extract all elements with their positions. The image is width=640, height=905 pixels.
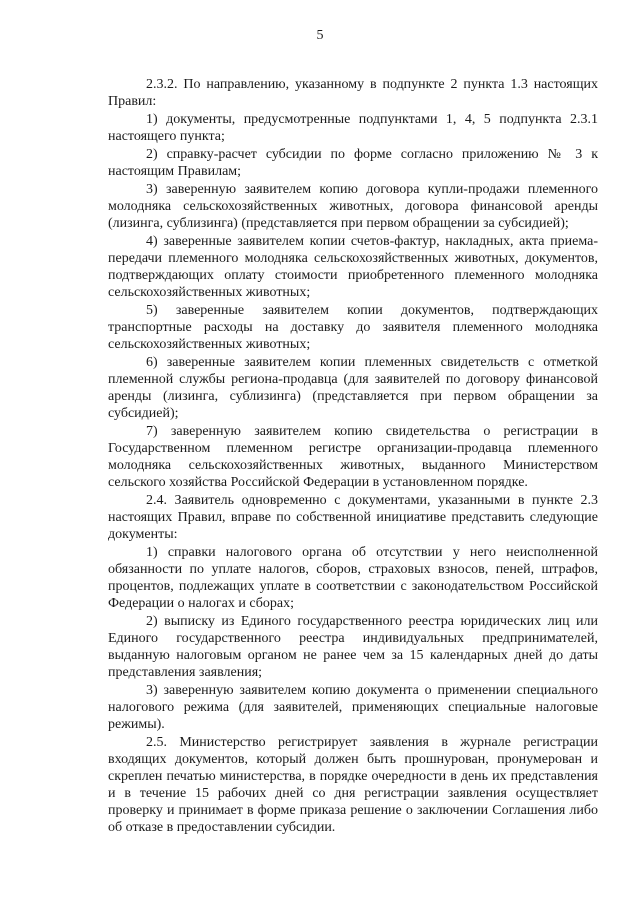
paragraph-2-5: 2.5. Министерство регистрирует заявления в журнале регистрации входящих документов, который должен быть прошнурован, пронумерован и скреплен печатью министерства, в порядке очередности в день их представления и в течение 15 рабочих дней со дня регистрации заявления осуществляет проверку и принимает в форме приказа решение о заключении Соглашения либо об отказе в предоставлении субсидии.	[108, 735, 598, 835]
list-item-transport-costs: 5) заверенные заявителем копии документов, подтверждающих транспортные расходы на доставку до заявителя племенного молодняка сельскохозяйственных животных;	[108, 303, 598, 352]
list-item-invoices-copies: 4) заверенные заявителем копии счетов-фактур, накладных, акта приема-передачи племенного молодняка сельскохозяйственных животных, документов, подтверждающих оплату стоимости приобретенного племенного молодняка сельскохозяйственных животных;	[108, 234, 598, 300]
list-item-sale-contract-copy: 3) заверенную заявителем копию договора купли-продажи племенного молодняка сельскохозяйственных животных, договора финансовой аренды (лизинга, сублизинга) (представляется при первом обращении за субсидией);	[108, 182, 598, 231]
paragraph-2-3-2: 2.3.2. По направлению, указанному в подпункте 2 пункта 1.3 настоящих Правил:	[108, 77, 598, 109]
list-item-tax-certificate: 1) справки налогового органа об отсутствии у него неисполненной обязанности по уплате налогов, сборов, страховых взносов, пеней, штрафов, процентов, подлежащих уплате в соответствии с законодательством Российской Федерации о налогах и сборах;	[108, 545, 598, 611]
list-item-documents: 1) документы, предусмотренные подпунктами 1, 4, 5 подпункта 2.3.1 настоящего пункта;	[108, 112, 598, 144]
list-item-subsidy-calculation: 2) справку-расчет субсидии по форме согласно приложению № 3 к настоящим Правилам;	[108, 147, 598, 179]
list-item-tax-regime-copy: 3) заверенную заявителем копию документа о применении специального налогового режима (для заявителей, применяющих специальные налоговые режимы).	[108, 683, 598, 732]
paragraph-2-4: 2.4. Заявитель одновременно с документами, указанными в пункте 2.3 настоящих Правил, вправе по собственной инициативе представить следующие документы:	[108, 493, 598, 542]
list-item-registry-extract: 2) выписку из Единого государственного реестра юридических лиц или Единого государственного реестра индивидуальных предпринимателей, выданную налоговым органом не ранее чем за 15 календарных дней до даты представления заявления;	[108, 614, 598, 680]
list-item-breeding-certificates: 6) заверенные заявителем копии племенных свидетельств с отметкой племенной службы региона-продавца (для заявителей по договору финансовой аренды (лизинга, сублизинга) (представляется при первом обращении за субсидией);	[108, 355, 598, 421]
page-number: 5	[316, 28, 324, 43]
document-body	[108, 76, 598, 837]
list-item-registry-certificate: 7) заверенную заявителем копию свидетельства о регистрации в Государственном племенном регистре организации-продавца племенного молодняка сельскохозяйственных животных, выданного Министерством сельского хозяйства Российской Федерации в установленном порядке.	[108, 424, 598, 490]
